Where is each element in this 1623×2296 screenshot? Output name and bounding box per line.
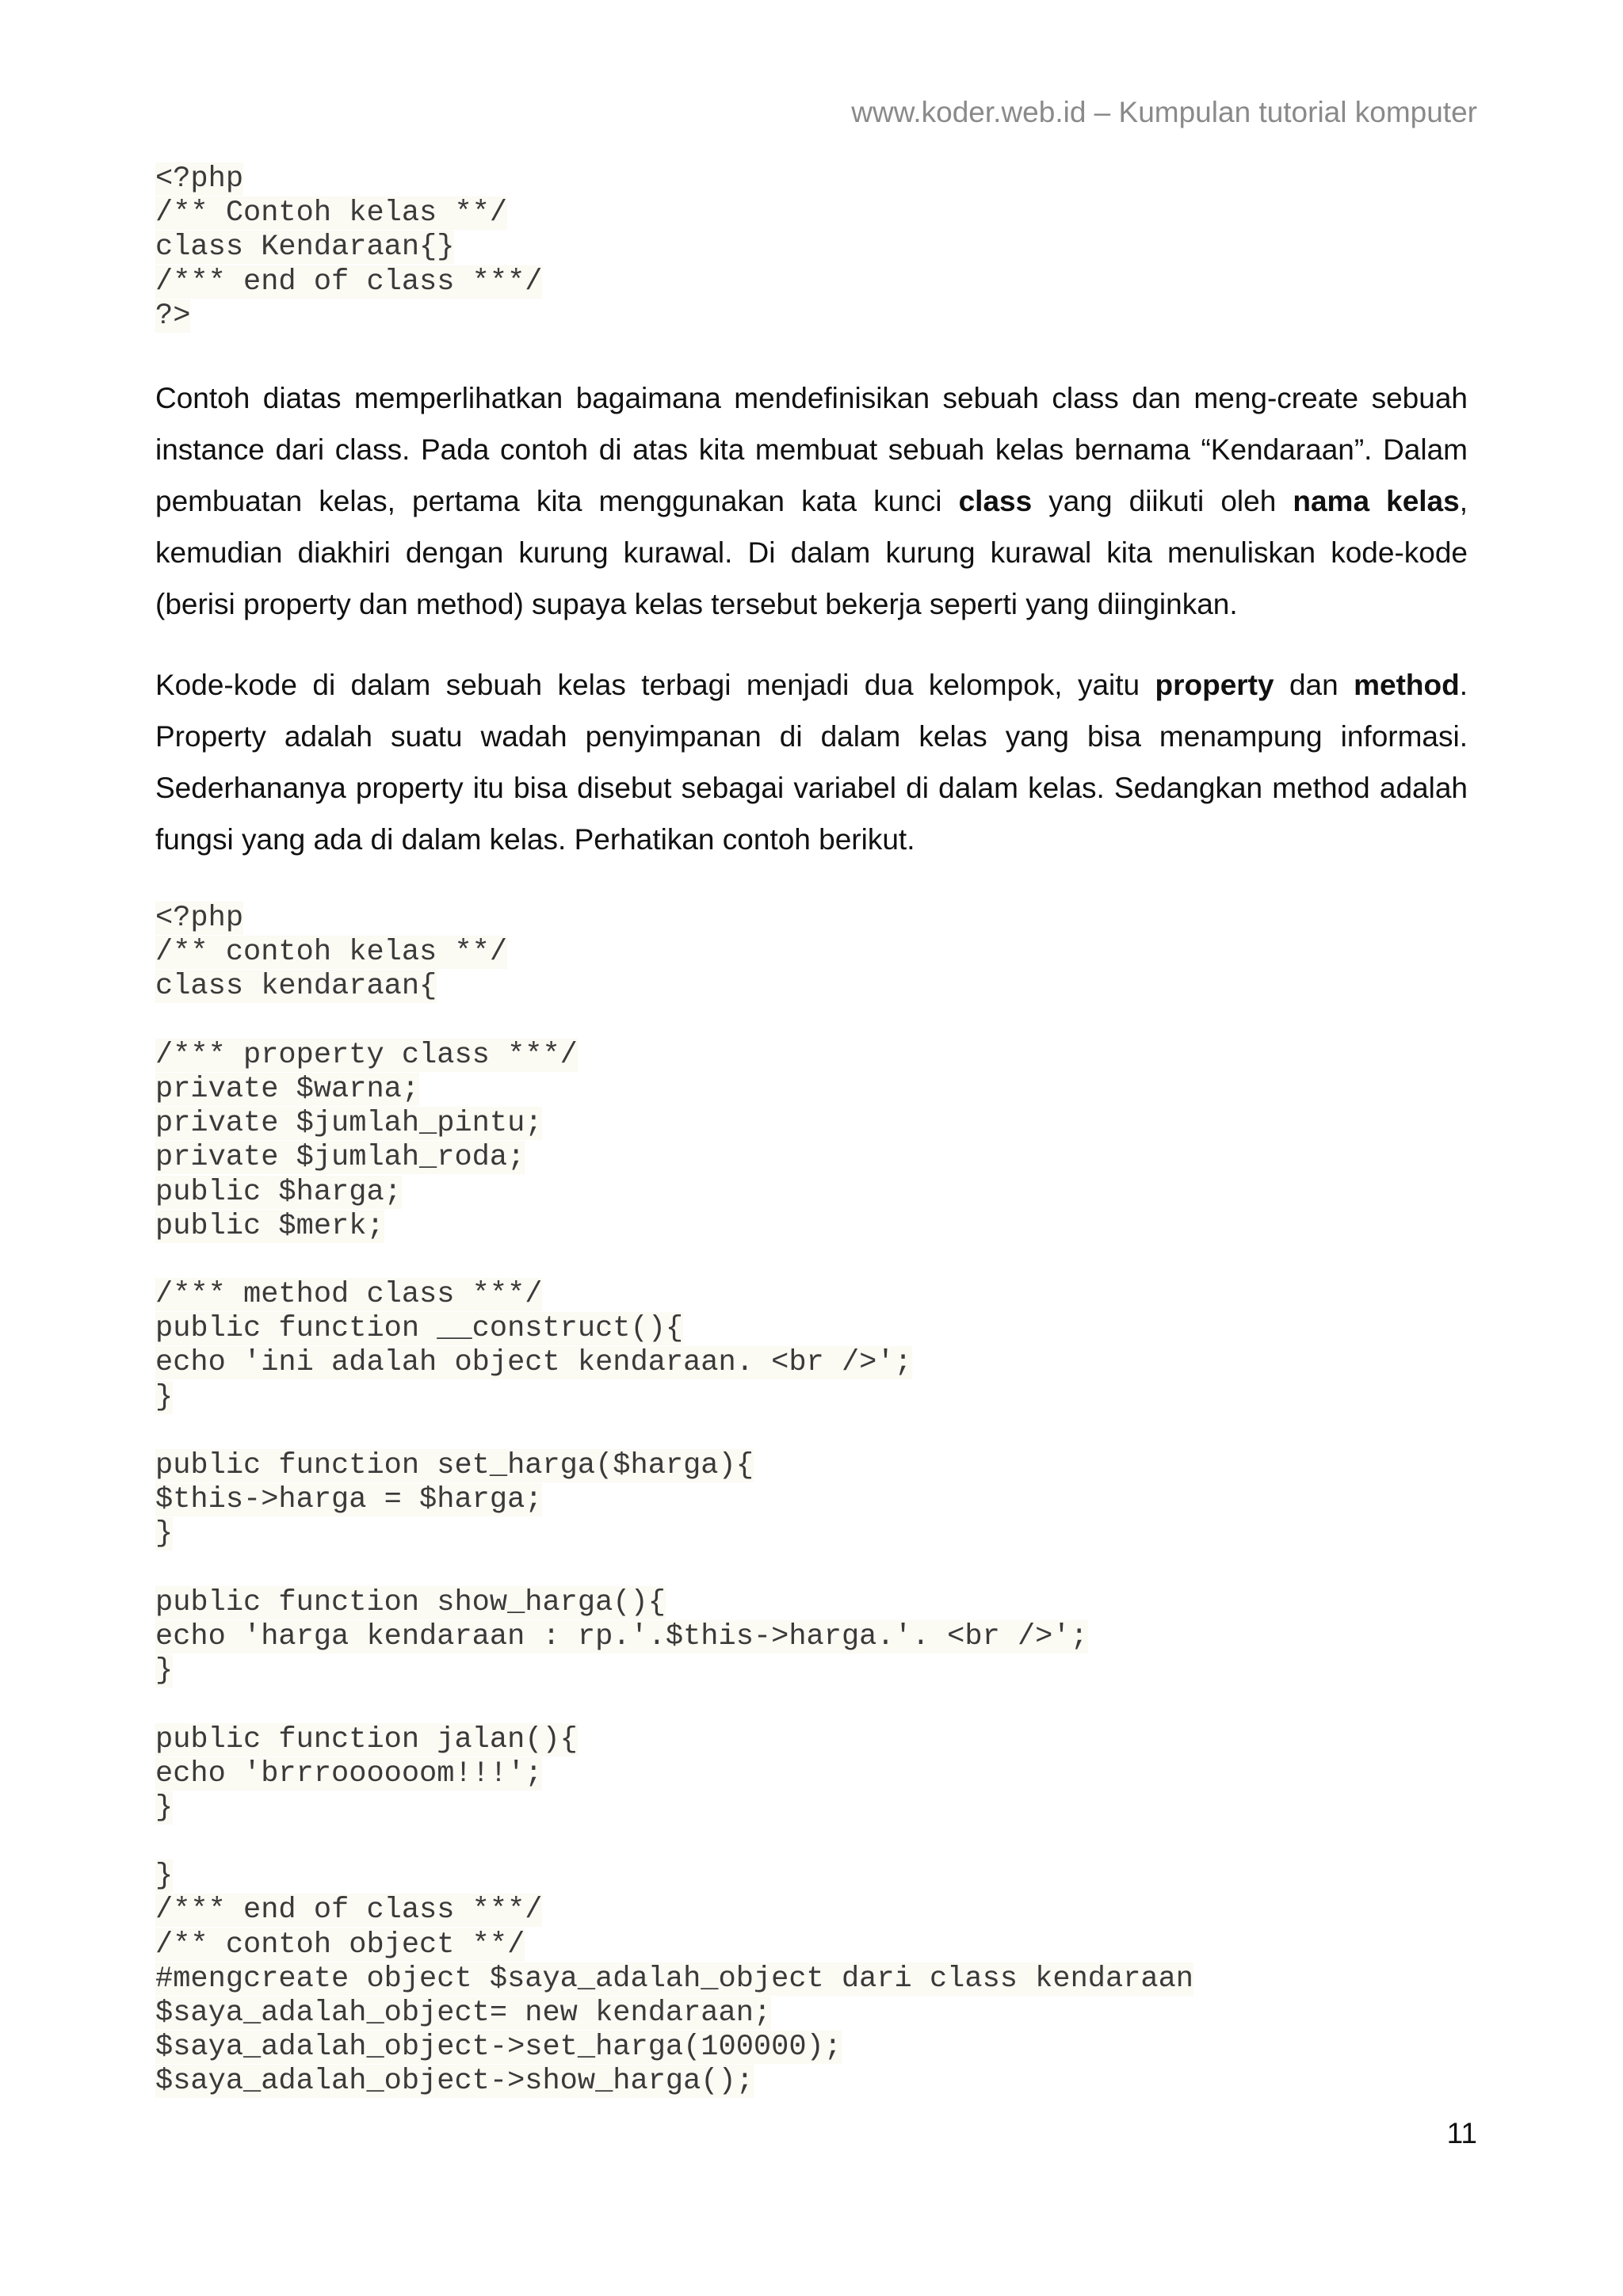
code-line: #mengcreate object $saya_adalah_object dari class kendaraan: [155, 1962, 1194, 1996]
code-line: /** contoh kelas **/: [155, 936, 508, 970]
code-line: /*** end of class ***/: [155, 1894, 543, 1928]
code-line: echo 'brrroooooom!!!';: [155, 1756, 543, 1791]
code-line: /*** property class ***/: [155, 1038, 578, 1072]
code-line: $saya_adalah_object->show_harga();: [155, 2065, 754, 2099]
page-number: 11: [1446, 2117, 1477, 2149]
code-line: public function __construct(){: [155, 1312, 684, 1346]
code-line: public $merk;: [155, 1209, 384, 1243]
code-line: $this->harga = $harga;: [155, 1483, 543, 1517]
keyword-method: method: [1354, 669, 1460, 701]
code-line: }: [155, 1654, 174, 1688]
code-line: /** contoh object **/: [155, 1928, 525, 1962]
keyword-class: class: [958, 485, 1033, 517]
code-line: private $jumlah_roda;: [155, 1141, 525, 1175]
code-line: ?>: [155, 299, 191, 333]
code-line: <?php: [155, 902, 244, 935]
code-line: }: [155, 1791, 174, 1825]
code-line: class kendaraan{: [155, 970, 437, 1004]
code-line: }: [155, 1517, 174, 1551]
code-line: [155, 1005, 1193, 1039]
code-line: [155, 1825, 1193, 1859]
code-line: private $warna;: [155, 1072, 420, 1106]
code-line: class Kendaraan{}: [155, 231, 455, 265]
code-line: <?php: [155, 162, 244, 196]
paragraph-property-method: Kode-kode di dalam sebuah kelas terbagi menjadi dua kelompok, yaitu property dan method. Property adalah suatu wadah penyimpanan di dalam kelas yang bisa menampung informasi. Sederhananya property itu bisa disebut sebagai variabel di dalam kelas. Sedangkan method adalah fungsi yang ada di dalam kelas. Perhatikan contoh berikut.: [155, 669, 1468, 856]
code-line: [155, 1552, 1193, 1586]
code-line: /** Contoh kelas **/: [155, 196, 508, 231]
keyword-property: property: [1155, 669, 1274, 701]
code-line: echo 'harga kendaraan : rp.'.$this->harga.'. <br />';: [155, 1619, 1088, 1653]
code-block-kendaraan-example: [155, 902, 1193, 2100]
code-line: /*** end of class ***/: [155, 265, 543, 299]
paragraph-class-explanation: Contoh diatas memperlihatkan bagaimana mendefinisikan sebuah class dan meng-create sebuah instance dari class. Pada contoh di atas kita membuat sebuah kelas bernama “Kendaraan”. Dalam pembuatan kelas, pertama kita menggunakan kata kunci class yang diikuti oleh nama kelas, kemudian diakhiri dengan kurung kurawal. Di dalam kurung kurawal kita menuliskan kode-kode (berisi property dan method) supaya kelas tersebut bekerja seperti yang diinginkan.: [155, 382, 1468, 620]
code-line: private $jumlah_pintu;: [155, 1107, 543, 1141]
code-block-class-definition: [155, 162, 542, 334]
code-line: echo 'ini adalah object kendaraan. <br />';: [155, 1346, 912, 1380]
keyword-nama-kelas: nama kelas: [1293, 485, 1460, 517]
code-line: public function show_harga(){: [155, 1585, 666, 1619]
code-line: /*** method class ***/: [155, 1278, 543, 1312]
code-line: public function set_harga($harga){: [155, 1449, 754, 1482]
code-line: $saya_adalah_object->set_harga(100000);: [155, 2031, 842, 2065]
code-line: [155, 1688, 1193, 1722]
code-line: public $harga;: [155, 1175, 402, 1209]
code-line: $saya_adalah_object= new kendaraan;: [155, 1997, 772, 2030]
code-line: }: [155, 1380, 174, 1414]
code-line: [155, 1415, 1193, 1449]
code-line: public function jalan(){: [155, 1722, 578, 1756]
code-line: [155, 1244, 1193, 1278]
code-line: }: [155, 1859, 174, 1894]
page-header: www.koder.web.id – Kumpulan tutorial komputer: [851, 96, 1477, 128]
